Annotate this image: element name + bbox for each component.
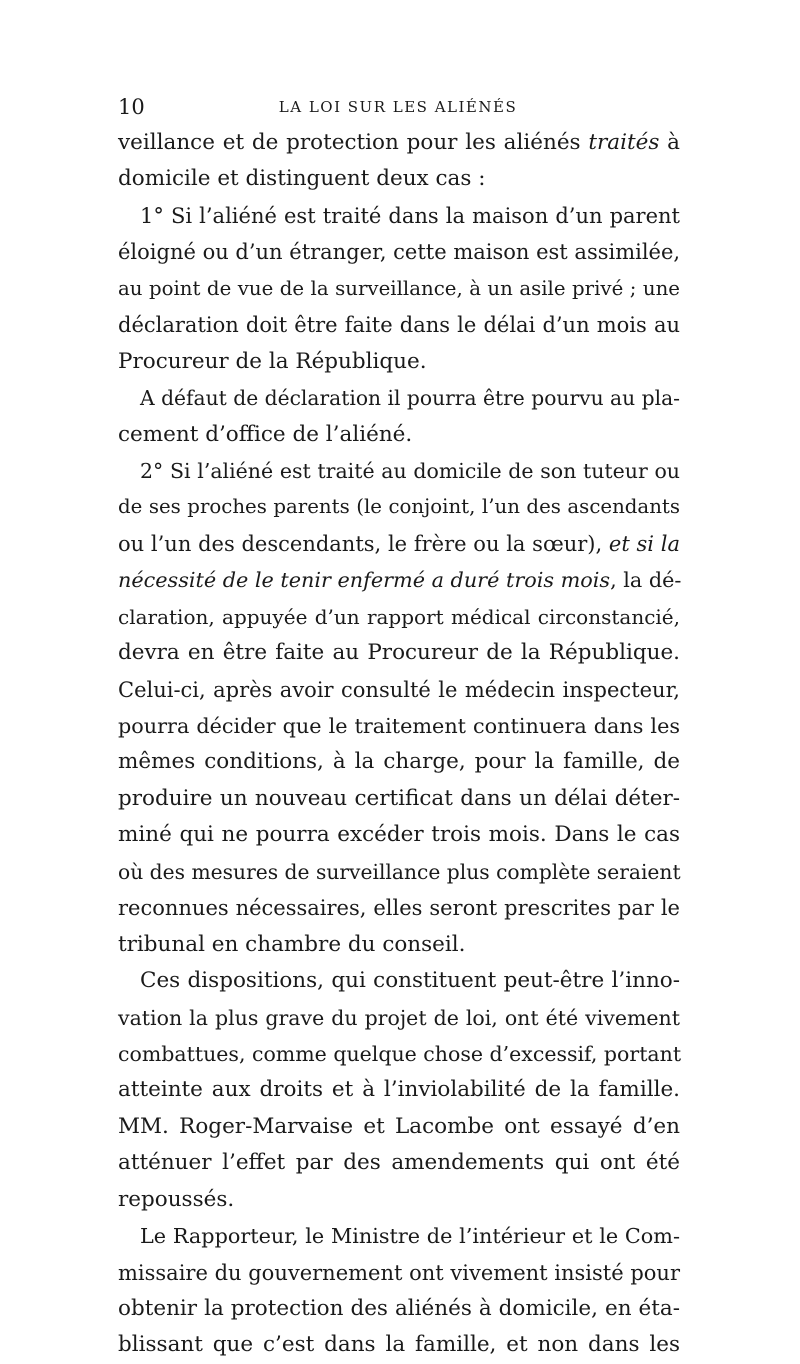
italic-text: et si la bbox=[608, 531, 680, 556]
italic-text: nécessité de le tenir enfermé a duré trois mois bbox=[118, 568, 611, 593]
text-line bbox=[118, 453, 680, 489]
text-segment: déclaration doit être faite dans le délai d’un mois au bbox=[118, 313, 680, 338]
text-line bbox=[118, 672, 680, 708]
text-line bbox=[118, 380, 680, 416]
text-segment: A défaut de déclaration il pourra être pourvu au pla- bbox=[140, 386, 680, 411]
text-line bbox=[118, 526, 680, 562]
text-segment: au point de vue de la surveillance, à un asile privé ; une bbox=[118, 276, 680, 300]
text-line bbox=[118, 890, 680, 926]
text-segment: éloigné ou d’un étranger, cette maison est assimilée, bbox=[118, 240, 681, 265]
text-line bbox=[118, 1182, 680, 1218]
text-segment: , la dé- bbox=[610, 568, 682, 593]
text-line bbox=[118, 417, 680, 453]
text-segment: ou l’un des descendants, le frère ou la sœur), bbox=[118, 531, 609, 556]
text-line bbox=[118, 744, 680, 780]
text-segment: 1° Si l’aliéné est traité dans la maison d’un parent bbox=[140, 203, 680, 228]
text-segment: à bbox=[659, 130, 680, 155]
text-segment: où des mesures de surveillance plus complète seraient bbox=[118, 859, 681, 884]
text-line bbox=[118, 1036, 680, 1072]
text-line bbox=[118, 635, 680, 671]
text-segment: reconnues nécessaires, elles seront prescrites par le bbox=[118, 896, 680, 921]
text-line bbox=[118, 344, 680, 380]
text-segment: Ces dispositions, qui constituent peut-être l’inno- bbox=[140, 968, 680, 994]
running-title: LA LOI SUR LES ALIÉNÉS bbox=[278, 98, 518, 116]
text-line bbox=[118, 489, 680, 525]
text-line bbox=[118, 927, 680, 963]
body-text bbox=[118, 125, 680, 1364]
text-segment: Procureur de la République. bbox=[118, 348, 427, 374]
text-line bbox=[118, 1000, 680, 1036]
text-segment: 2° Si l’aliéné est traité au domicile de son tuteur ou bbox=[140, 458, 680, 483]
text-segment: produire un nouveau certificat dans un délai déter- bbox=[118, 785, 680, 811]
text-segment: blissant que c’est dans la famille, et non dans les bbox=[118, 1332, 680, 1358]
text-segment: Le Rapporteur, le Ministre de l’intérieur et le Com- bbox=[140, 1224, 680, 1249]
text-segment: MM. Roger-Marvaise et Lacombe ont essayé d’en bbox=[118, 1113, 680, 1139]
text-segment: missaire du gouvernement ont vivement insisté pour bbox=[118, 1260, 680, 1285]
text-segment: repoussés. bbox=[118, 1186, 235, 1212]
text-segment: atténuer l’effet par des amendements qui ont été bbox=[118, 1150, 680, 1176]
text-line bbox=[118, 161, 680, 197]
text-segment: domicile et distinguent deux cas : bbox=[118, 166, 486, 192]
text-line bbox=[118, 1072, 680, 1108]
text-line bbox=[118, 854, 680, 890]
text-segment: mêmes conditions, à la charge, pour la famille, de bbox=[118, 749, 680, 775]
text-line bbox=[118, 271, 680, 307]
text-line bbox=[118, 781, 680, 817]
text-line bbox=[118, 599, 680, 635]
text-segment: combattues, comme quelque chose d’excessif, portant bbox=[118, 1041, 682, 1066]
text-segment: Celui-ci, après avoir consulté le médecin inspecteur, bbox=[118, 677, 680, 702]
text-segment: cement d’office de l’aliéné. bbox=[118, 421, 413, 447]
text-line bbox=[118, 307, 680, 343]
text-segment: devra en être faite au Procureur de la République. bbox=[118, 640, 680, 666]
text-line bbox=[118, 817, 680, 853]
page-number: 10 bbox=[118, 95, 145, 119]
page-header bbox=[118, 92, 678, 122]
text-line bbox=[118, 198, 680, 234]
text-segment: tribunal en chambre du conseil. bbox=[118, 931, 466, 957]
text-line bbox=[118, 234, 680, 270]
text-segment: claration, appuyée d’un rapport médical circonstancié, bbox=[118, 604, 680, 629]
text-segment: atteinte aux droits et à l’inviolabilité de la famille. bbox=[118, 1077, 680, 1103]
text-line bbox=[118, 1109, 680, 1145]
italic-text: traités bbox=[588, 130, 660, 155]
text-line bbox=[118, 1218, 680, 1254]
text-segment: veillance et de protection pour les aliénés bbox=[118, 130, 589, 155]
text-segment: pourra décider que le traitement continuera dans les bbox=[118, 714, 680, 738]
text-segment: vation la plus grave du projet de loi, ont été vivement bbox=[118, 1005, 680, 1030]
text-line bbox=[118, 125, 680, 161]
text-line bbox=[118, 1255, 680, 1291]
text-segment: miné qui ne pourra excéder trois mois. Dans le cas bbox=[118, 822, 680, 848]
text-line bbox=[118, 1327, 680, 1363]
text-line bbox=[118, 562, 680, 598]
text-segment: obtenir la protection des aliénés à domicile, en éta- bbox=[118, 1296, 680, 1321]
text-line bbox=[118, 963, 680, 999]
text-line bbox=[118, 1145, 680, 1181]
text-line bbox=[118, 1291, 680, 1327]
text-segment: de ses proches parents (le conjoint, l’un des ascendants bbox=[118, 495, 680, 519]
text-line bbox=[118, 708, 680, 744]
